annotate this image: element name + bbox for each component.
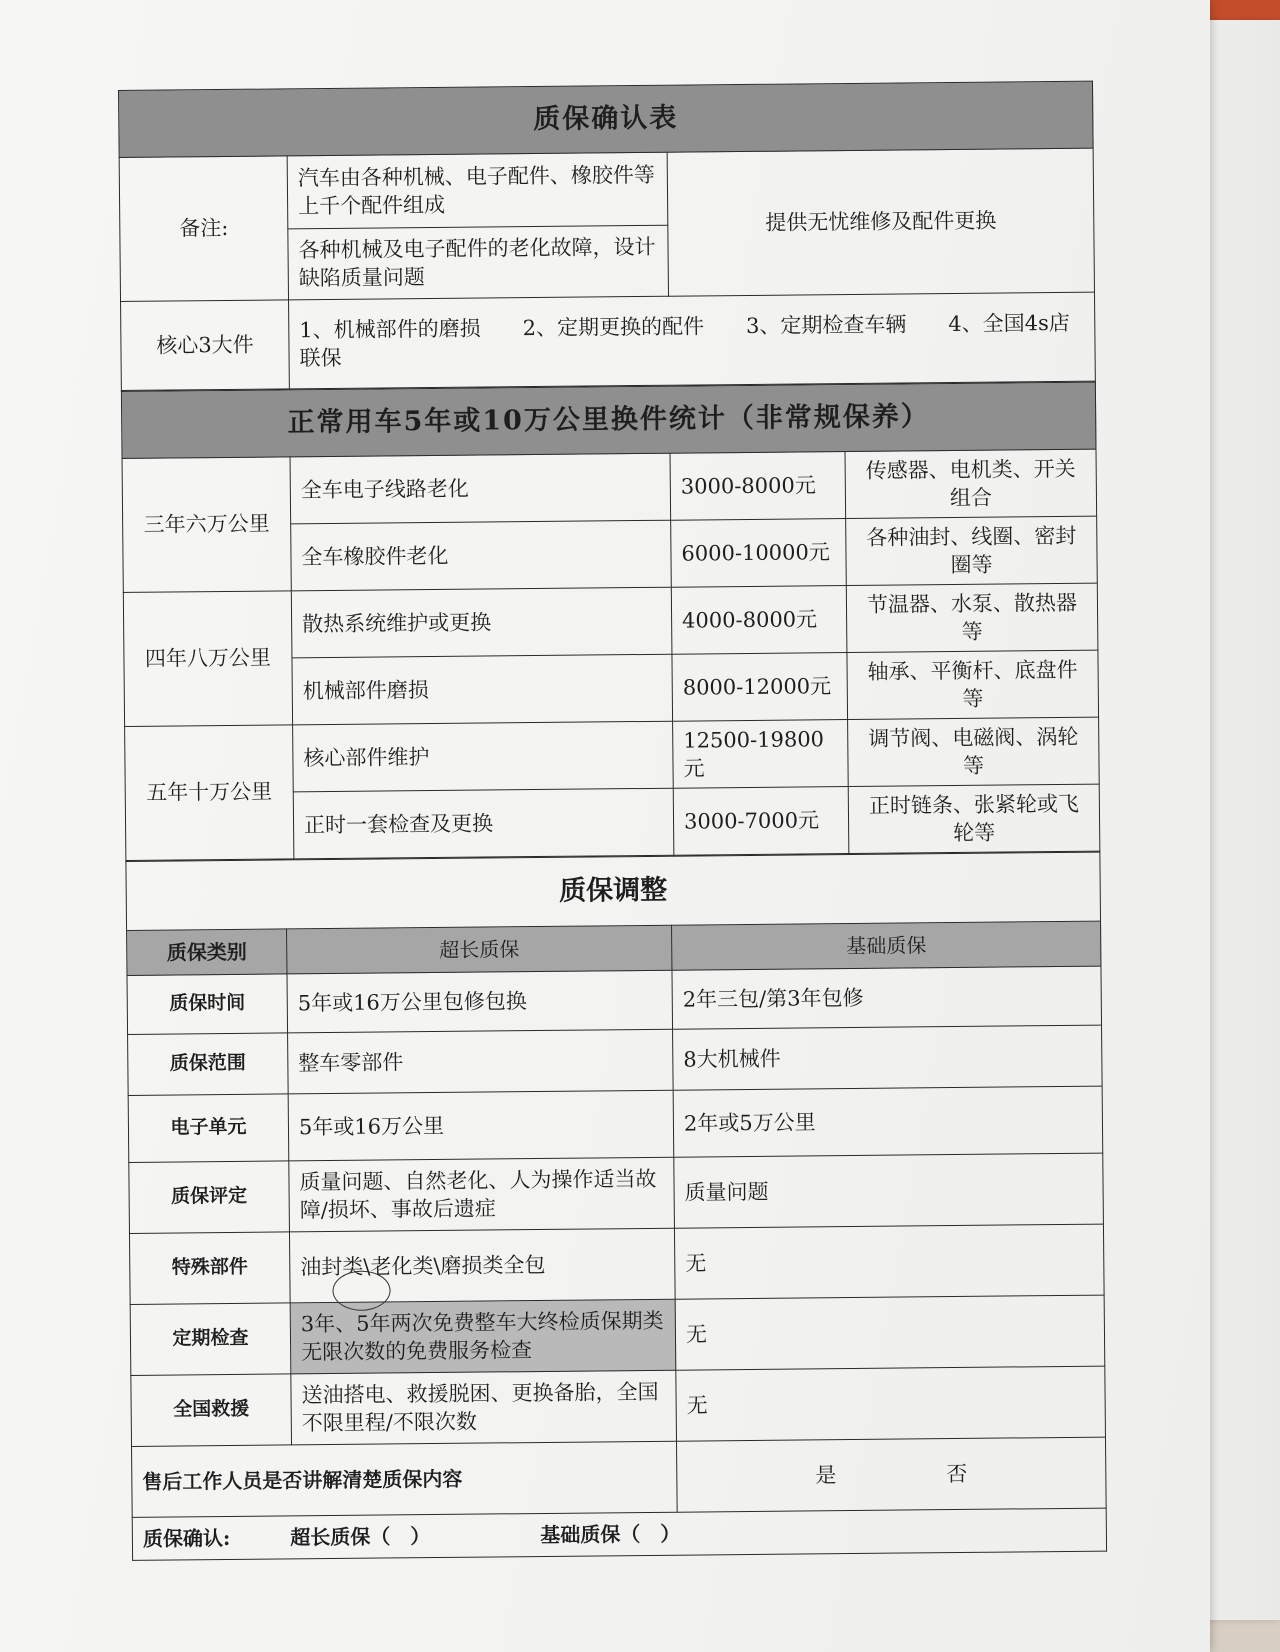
stats-parts: 正时链条、张紧轮或飞轮等 bbox=[848, 784, 1100, 853]
stats-cost: 8000-12000元 bbox=[672, 653, 848, 722]
header-extended: 超长质保 bbox=[287, 925, 672, 974]
warranty-extended: 油封类\老化类\磨损类全包 bbox=[289, 1228, 675, 1303]
remarks-table bbox=[118, 81, 1096, 391]
stats-item: 核心部件维护 bbox=[293, 721, 674, 792]
remarks-item-1: 汽车由各种机械、电子配件、橡胶件等上千个配件组成 bbox=[287, 152, 668, 229]
warranty-row-label: 定期检查 bbox=[130, 1303, 291, 1376]
warranty-extended: 5年或16万公里 bbox=[288, 1090, 674, 1161]
warranty-basic: 质量问题 bbox=[674, 1153, 1104, 1228]
option-yes[interactable]: 是 bbox=[815, 1462, 837, 1488]
core-label: 核心3大件 bbox=[121, 300, 290, 391]
stats-parts: 传感器、电机类、开关组合 bbox=[845, 449, 1097, 518]
form-title: 质保确认表 bbox=[119, 81, 1094, 157]
stats-parts: 各种油封、线圈、密封圈等 bbox=[846, 516, 1098, 585]
stats-item: 正时一套检查及更换 bbox=[293, 788, 674, 859]
period-label: 五年十万公里 bbox=[125, 725, 294, 861]
warranty-row-label: 质保评定 bbox=[129, 1161, 290, 1234]
confirm-extended[interactable]: 超长质保（ ） bbox=[290, 1523, 431, 1549]
header-category: 质保类别 bbox=[127, 929, 287, 976]
stats-parts: 轴承、平衡杆、底盘件等 bbox=[847, 650, 1099, 719]
warranty-extended: 5年或16万公里包修包换 bbox=[287, 970, 673, 1033]
stats-item: 全车橡胶件老化 bbox=[291, 520, 672, 591]
warranty-row-label: 质保时间 bbox=[127, 974, 288, 1035]
stats-parts: 调节阀、电磁阀、涡轮等 bbox=[848, 717, 1100, 786]
confirm-label: 质保确认: bbox=[142, 1525, 231, 1551]
core-text: 1、机械部件的磨损 2、定期更换的配件 3、定期检查车辆 4、全国4s店联保 bbox=[289, 292, 1096, 389]
warranty-basic: 无 bbox=[676, 1366, 1106, 1441]
stats-item: 全车电子线路老化 bbox=[290, 453, 671, 524]
warranty-basic: 无 bbox=[674, 1224, 1104, 1299]
stats-cost: 3000-7000元 bbox=[673, 787, 849, 856]
warranty-row-label: 质保范围 bbox=[128, 1033, 289, 1096]
warranty-extended: 整车零部件 bbox=[288, 1029, 674, 1094]
remarks-right: 提供无忧维修及配件更换 bbox=[667, 148, 1094, 296]
warranty-extended-highlight: 3年、5年两次免费整车大终检质保期类无限次数的免费服务检查 bbox=[290, 1299, 676, 1374]
stats-table bbox=[121, 382, 1100, 861]
warranty-basic: 2年或5万公里 bbox=[673, 1086, 1103, 1157]
header-basic: 基础质保 bbox=[672, 921, 1101, 970]
warranty-basic: 2年三包/第3年包修 bbox=[672, 966, 1102, 1029]
question-options bbox=[676, 1437, 1106, 1512]
stats-cost: 12500-19800元 bbox=[673, 720, 849, 789]
question-text: 售后工作人员是否讲解清楚质保内容 bbox=[132, 1441, 678, 1517]
period-label: 三年六万公里 bbox=[122, 457, 291, 593]
confirm-basic[interactable]: 基础质保（ ） bbox=[540, 1521, 681, 1547]
stats-item: 散热系统维护或更换 bbox=[291, 587, 672, 658]
stats-parts: 节温器、水泵、散热器等 bbox=[846, 583, 1098, 652]
warranty-row-label: 特殊部件 bbox=[129, 1232, 290, 1305]
period-label: 四年八万公里 bbox=[123, 591, 292, 727]
warranty-basic: 无 bbox=[675, 1295, 1105, 1370]
warranty-row-label: 电子单元 bbox=[128, 1094, 289, 1163]
option-no[interactable]: 否 bbox=[946, 1461, 968, 1486]
stats-cost: 3000-8000元 bbox=[670, 452, 846, 521]
warranty-form bbox=[118, 81, 1107, 1561]
confirm-row bbox=[132, 1508, 1106, 1560]
remarks-item-2: 各种机械及电子配件的老化故障，设计缺陷质量问题 bbox=[288, 225, 669, 300]
stats-title: 正常用车5年或10万公里换件统计（非常规保养） bbox=[121, 382, 1096, 458]
stats-cost: 4000-8000元 bbox=[671, 586, 847, 655]
stats-item: 机械部件磨损 bbox=[292, 654, 673, 725]
remarks-label: 备注: bbox=[119, 156, 288, 302]
warranty-row-label: 全国救援 bbox=[131, 1374, 292, 1447]
warranty-table bbox=[125, 852, 1107, 1561]
warranty-extended: 质量问题、自然老化、人为操作适当故障/损坏、事故后遗症 bbox=[289, 1157, 675, 1232]
warranty-extended: 送油搭电、救援脱困、更换备胎，全国不限里程/不限次数 bbox=[291, 1370, 677, 1445]
stats-cost: 6000-10000元 bbox=[671, 519, 847, 588]
warranty-basic: 8大机械件 bbox=[673, 1025, 1103, 1090]
warranty-title: 质保调整 bbox=[126, 852, 1101, 930]
